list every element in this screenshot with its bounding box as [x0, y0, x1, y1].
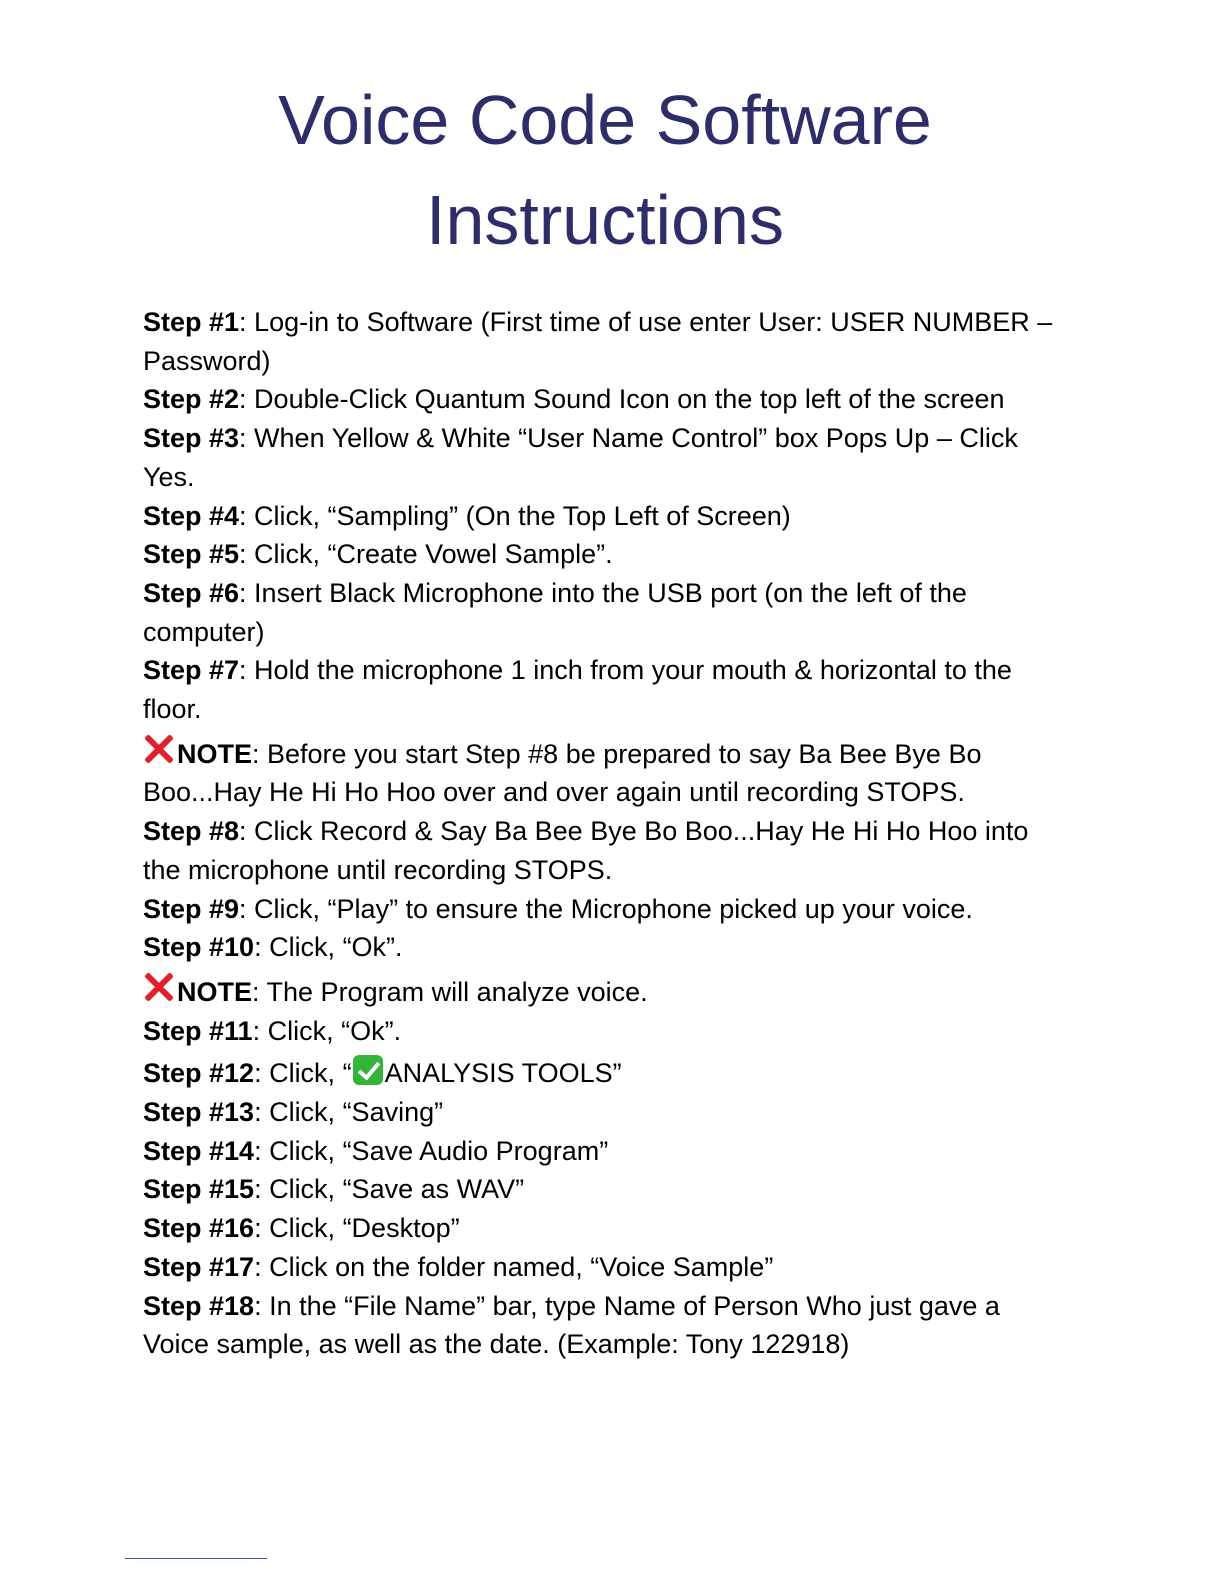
- step-text: : Insert Black Microphone into the USB port (on the left of the computer): [143, 577, 967, 647]
- step-label: Step #18: [143, 1290, 255, 1321]
- step-label: Step #1: [143, 307, 240, 337]
- step-8: [143, 812, 1073, 889]
- step-label: Step #9: [143, 893, 240, 924]
- step-1: [143, 303, 1073, 380]
- step-text: : In the “File Name” bar, type Name of Person Who just gave a Voice sample, as well as the date. (Example: Tony 122918): [143, 1290, 1000, 1360]
- footnote-divider: [125, 1558, 267, 1559]
- step-label: Step #10: [143, 932, 255, 963]
- step-text: : Click, “Sampling” (On the Top Left of Screen): [239, 500, 791, 531]
- step-text: : Click, “Ok”.: [254, 932, 403, 963]
- step-text: : Click, “Desktop”: [254, 1213, 460, 1244]
- note-1: [143, 733, 1073, 812]
- step-label: Step #4: [143, 500, 240, 531]
- step-13: [143, 1093, 1073, 1132]
- step-label: Step #16: [143, 1213, 255, 1244]
- step-label: Step #2: [143, 384, 240, 415]
- instruction-list: [143, 303, 1073, 1364]
- step-16: [143, 1209, 1073, 1248]
- step-label: Step #6: [143, 577, 240, 608]
- step-5: [143, 535, 1073, 574]
- step-text: : Click, “: [254, 1058, 352, 1089]
- step-text: : Click, “Create Vowel Sample”.: [239, 539, 613, 570]
- note-text: : Before you start Step #8 be prepared to say Ba Bee Bye Bo Boo...Hay He Hi Ho Hoo over and over again until recording STOPS.: [143, 738, 982, 808]
- step-text: : Click, “Play” to ensure the Microphone picked up your voice.: [239, 893, 973, 924]
- note-label: NOTE: [177, 976, 253, 1007]
- step-15: [143, 1170, 1073, 1209]
- step-label: Step #7: [143, 655, 240, 686]
- step-label: Step #12: [143, 1058, 255, 1089]
- step-label: Step #8: [143, 816, 240, 847]
- step-10: [143, 928, 1073, 967]
- step-6: [143, 574, 1073, 651]
- note-text: : The Program will analyze voice.: [252, 976, 648, 1007]
- step-12: [143, 1054, 1073, 1093]
- step-9: [143, 890, 1073, 929]
- step-3: [143, 419, 1073, 496]
- page-title: [0, 70, 1210, 270]
- step-text: : Double-Click Quantum Sound Icon on the top left of the screen: [239, 384, 1005, 415]
- step-7: [143, 651, 1073, 728]
- step-17: [143, 1248, 1073, 1287]
- step-label: Step #11: [143, 1015, 253, 1046]
- step-text: : Click on the folder named, “Voice Sample”: [254, 1251, 774, 1282]
- note-2: [143, 971, 1073, 1012]
- step-label: Step #13: [143, 1097, 255, 1128]
- step-4: [143, 497, 1073, 536]
- step-label: Step #5: [143, 539, 240, 570]
- step-label: Step #15: [143, 1174, 255, 1205]
- step-text: : Log-in to Software (First time of use enter User: USER NUMBER – Password): [143, 307, 1053, 376]
- step-label: Step #17: [143, 1251, 255, 1282]
- title-line-1: Voice Code Software: [278, 81, 932, 159]
- step-text: : Click Record & Say Ba Bee Bye Bo Boo...Hay He Hi Ho Hoo into the microphone until recording STOPS.: [143, 816, 1029, 885]
- step-text: : Click, “Save Audio Program”: [254, 1135, 609, 1166]
- cross-mark-icon: [143, 971, 175, 1003]
- step-2: [143, 380, 1073, 419]
- step-text: : Click, “Ok”.: [252, 1015, 402, 1046]
- note-label: NOTE: [177, 738, 253, 769]
- step-text: : Click, “Save as WAV”: [254, 1174, 525, 1205]
- cross-mark-icon: [143, 733, 175, 765]
- step-text: : Click, “Saving”: [254, 1097, 444, 1128]
- step-label: Step #3: [143, 423, 240, 454]
- step-text: : Hold the microphone 1 inch from your mouth & horizontal to the floor.: [143, 655, 1012, 725]
- step-text-after-icon: ANALYSIS TOOLS”: [384, 1058, 622, 1089]
- step-18: [143, 1287, 1073, 1364]
- step-text: : When Yellow & White “User Name Control” box Pops Up – Click Yes.: [143, 423, 1018, 492]
- step-label: Step #14: [143, 1135, 255, 1166]
- step-14: [143, 1132, 1073, 1171]
- check-mark-button-icon: [353, 1055, 383, 1085]
- step-11: [143, 1012, 1073, 1051]
- title-line-2: Instructions: [426, 181, 784, 259]
